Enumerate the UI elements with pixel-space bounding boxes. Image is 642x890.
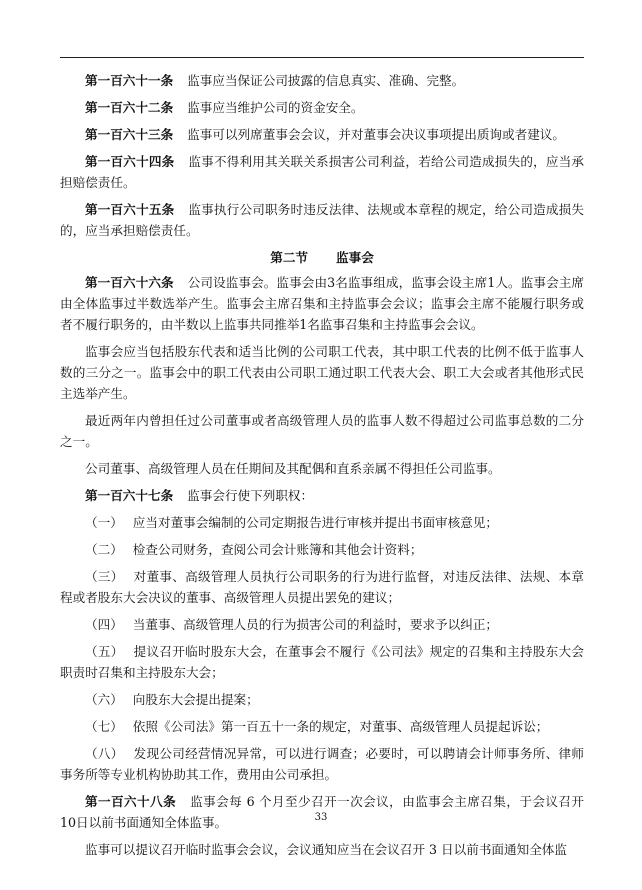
list-item [60,689,584,710]
article-text: 监事会行使下列职权： [187,488,314,503]
article-paragraph: 最近两年内曾担任过公司董事或者高级管理人员的监事人数不得超过公司监事总数的二分之一。 [60,413,584,449]
list-item [60,641,584,683]
article-number: 第一百六十三条 [85,127,174,142]
item-text: 向股东大会提出提案； [132,692,259,707]
item-text: 发现公司经营情况异常，可以进行调查；必要时，可以聘请会计师事务所、律师事务所等专业机构协助其工作，费用由公司承担。 [60,746,585,782]
list-item [60,566,584,608]
list-item [60,614,584,635]
article-161 [60,70,584,91]
article-text: 公司设监事会。监事会由3名监事组成，监事会设主席1人。监事会主席由全体监事过半数选举产生。监事会主席召集和主持监事会会议；监事会主席不能履行职务或者不履行职务的，由半数以上监事共同推举1名监事召集和主持监事会会议。 [60,275,585,332]
list-item [60,539,584,560]
item-mark: （二） [85,542,123,557]
article-165 [60,199,584,241]
article-paragraph: 监事会应当包括股东代表和适当比例的公司职工代表，其中职工代表的比例不低于监事人数的三分之一。监事会中的职工代表由公司职工通过职工代表大会、职工大会或者其他形式民主选举产生。 [60,344,584,401]
article-number: 第一百六十五条 [85,202,175,217]
article-text: 监事应当维护公司的资金安全。 [187,100,364,115]
item-text: 对董事、高级管理人员执行公司职务的行为进行监督，对违反法律、法规、本章程或者股东大会决议的董事、高级管理人员提出罢免的建议； [60,569,585,605]
item-text: 提议召开临时股东大会，在董事会不履行《公司法》规定的召集和主持股东大会职责时召集和主持股东大会； [60,644,585,680]
article-163 [60,124,584,145]
article-number: 第一百六十七条 [85,488,174,503]
section-title: 监事会 [336,250,374,265]
article-162 [60,97,584,118]
item-mark: （三） [85,569,124,584]
header-rule [60,57,584,58]
article-167 [60,485,584,506]
item-mark: （四） [85,617,123,632]
item-text: 检查公司财务，查阅公司会计账簿和其他会计资料； [132,542,423,557]
article-text: 监事不得利用其关联关系损害公司利益，若给公司造成损失的，应当承担赔偿责任。 [60,154,585,190]
article-text: 监事会每 6 个月至少召开一次会议，由监事会主席召集，于会议召开10日以前书面通知全体监事。 [60,794,584,830]
section-heading [60,247,584,268]
article-number: 第一百六十二条 [85,100,174,115]
item-text: 依照《公司法》第一百五十一条的规定，对董事、高级管理人员提起诉讼； [132,719,549,734]
document-body [60,70,584,866]
item-mark: （六） [85,692,123,707]
item-text: 当董事、高级管理人员的行为损害公司的利益时，要求予以纠正； [132,617,498,632]
article-text: 监事应当保证公司披露的信息真实、准确、完整。 [187,73,465,88]
article-text: 监事执行公司职务时违反法律、法规或本章程的规定，给公司造成损失的，应当承担赔偿责任。 [60,202,585,238]
article-number: 第一百六十一条 [85,73,174,88]
article-text: 监事可以列席董事会会议，并对董事会决议事项提出质询或者建议。 [187,127,565,142]
item-mark: （一） [85,515,123,530]
article-number: 第一百六十八条 [85,794,177,809]
item-text: 应当对董事会编制的公司定期报告进行审核并提出书面审核意见； [132,515,498,530]
article-number: 第一百六十六条 [85,275,174,290]
page-number: 33 [314,812,328,823]
list-item [60,743,584,785]
article-164 [60,151,584,193]
article-paragraph: 公司董事、高级管理人员在任期间及其配偶和直系亲属不得担任公司监事。 [85,461,501,476]
item-mark: （七） [85,719,123,734]
list-item [60,512,584,533]
item-mark: （五） [85,644,124,659]
article-number: 第一百六十四条 [85,154,175,169]
article-166 [60,272,584,335]
section-label: 第二节 [270,250,308,265]
item-mark: （八） [85,746,124,761]
article-paragraph: 监事可以提议召开临时监事会会议，会议通知应当在会议召开 3 日以前书面通知全体监 [85,842,567,857]
list-item [60,716,584,737]
